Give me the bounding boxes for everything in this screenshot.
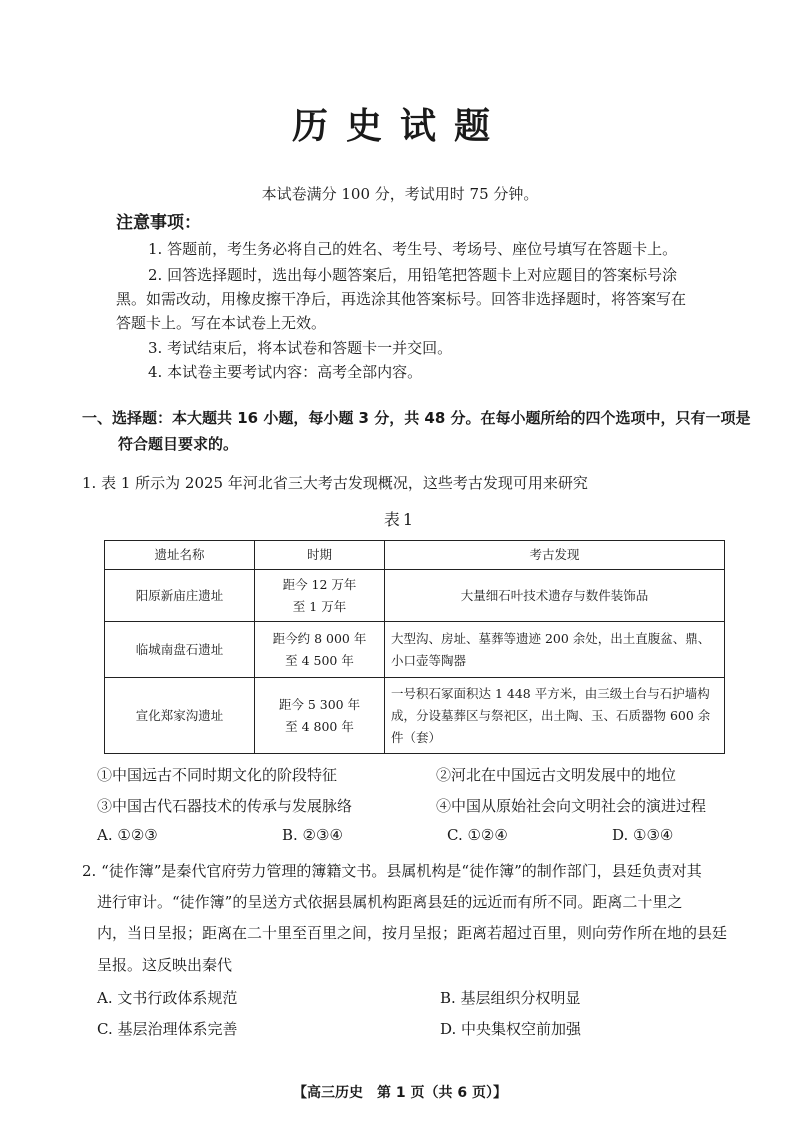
table-header: 遗址名称: [105, 541, 255, 570]
q2-option-d: D. 中央集权空前加强: [440, 1020, 582, 1038]
q2-option-a: A. 文书行政体系规范: [97, 989, 238, 1007]
site-name: 宣化郑家沟遗址: [105, 678, 255, 754]
site-period: [255, 678, 385, 754]
archaeology-table: [104, 540, 725, 754]
note-line: 2. 回答选择题时，选出每小题答案后，用铅笔把答题卡上对应题目的答案标号涂: [148, 266, 678, 284]
site-find: 大量细石叶技术遗存与数件装饰品: [385, 570, 725, 622]
site-period: [255, 622, 385, 678]
site-find: 一号积石冢面积达 1 448 平方米，由三级土台与石护墙构成，分设墓葬区与祭祀区，出土陶、玉、石质器物 600 余件（套）: [385, 678, 725, 754]
q1-option-a: A. ①②③: [97, 826, 158, 844]
table-row: [105, 570, 725, 622]
note-line: 答题卡上。写在本试卷上无效。: [116, 314, 327, 332]
question-2-stem: 2. “徒作簿”是秦代官府劳力管理的簿籍文书。县属机构是“徒作簿”的制作部门，县廷负责对其: [82, 862, 702, 880]
statement-2: ②河北在中国远古文明发展中的地位: [436, 766, 677, 784]
table-caption: 表1: [383, 510, 417, 529]
q2-option-b: B. 基层组织分权明显: [440, 989, 581, 1007]
section-heading-cont: 符合题目要求的。: [118, 435, 239, 453]
note-line: 黑。如需改动，用橡皮擦干净后，再选涂其他答案标号。回答非选择题时，将答案写在: [116, 290, 687, 308]
table-row: [105, 622, 725, 678]
table-header: 考古发现: [385, 541, 725, 570]
page-footer: 【高三历史 第 1 页（共 6 页）】: [293, 1085, 507, 1101]
site-name: 阳原新庙庄遗址: [105, 570, 255, 622]
q2-option-c: C. 基层治理体系完善: [97, 1020, 238, 1038]
period-to: 至 1 万年: [292, 598, 347, 614]
table-row: [105, 678, 725, 754]
period-from: 距今 5 300 年: [278, 696, 361, 712]
period-from: 距今 12 万年: [282, 576, 357, 592]
table-header-row: [105, 541, 725, 570]
question-2-stem-cont: 呈报。这反映出秦代: [97, 956, 233, 974]
period-from: 距今约 8 000 年: [272, 630, 367, 646]
period-to: 至 4 800 年: [285, 718, 354, 734]
statement-1: ①中国远古不同时期文化的阶段特征: [97, 766, 338, 784]
q1-option-d: D. ①③④: [612, 826, 674, 844]
q1-option-b: B. ②③④: [282, 826, 343, 844]
note-line: 1. 答题前，考生务必将自己的姓名、考生号、考场号、座位号填写在答题卡上。: [148, 240, 678, 258]
notes-heading: 注意事项：: [116, 213, 201, 233]
note-line: 3. 考试结束后，将本试卷和答题卡一并交回。: [148, 339, 453, 357]
statement-3: ③中国古代石器技术的传承与发展脉络: [97, 797, 353, 815]
question-2-stem-cont: 进行审计。“徒作簿”的呈送方式依据县属机构距离县廷的远近而有所不同。距离二十里之: [97, 893, 683, 911]
question-2-stem-cont: 内，当日呈报；距离在二十里至百里之间，按月呈报；距离若超过百里，则向劳作所在地的县廷: [97, 924, 728, 942]
section-heading: 一、选择题：本大题共 16 小题，每小题 3 分，共 48 分。在每小题所给的四个选项中，只有一项是: [82, 409, 751, 427]
q1-option-c: C. ①②④: [447, 826, 508, 844]
site-find: 大型沟、房址、墓葬等遗迹 200 余处，出土直腹盆、鼎、小口壶等陶器: [385, 622, 725, 678]
exam-title: 历史试题: [291, 106, 508, 147]
table-header: 时期: [255, 541, 385, 570]
period-to: 至 4 500 年: [285, 652, 354, 668]
exam-subtitle: 本试卷满分 100 分，考试用时 75 分钟。: [261, 185, 539, 203]
site-period: [255, 570, 385, 622]
note-line: 4. 本试卷主要考试内容：高考全部内容。: [148, 363, 423, 381]
statement-4: ④中国从原始社会向文明社会的演进过程: [436, 797, 707, 815]
site-name: 临城南盘石遗址: [105, 622, 255, 678]
question-1-stem: 1. 表 1 所示为 2025 年河北省三大考古发现概况，这些考古发现可用来研究: [82, 474, 588, 492]
